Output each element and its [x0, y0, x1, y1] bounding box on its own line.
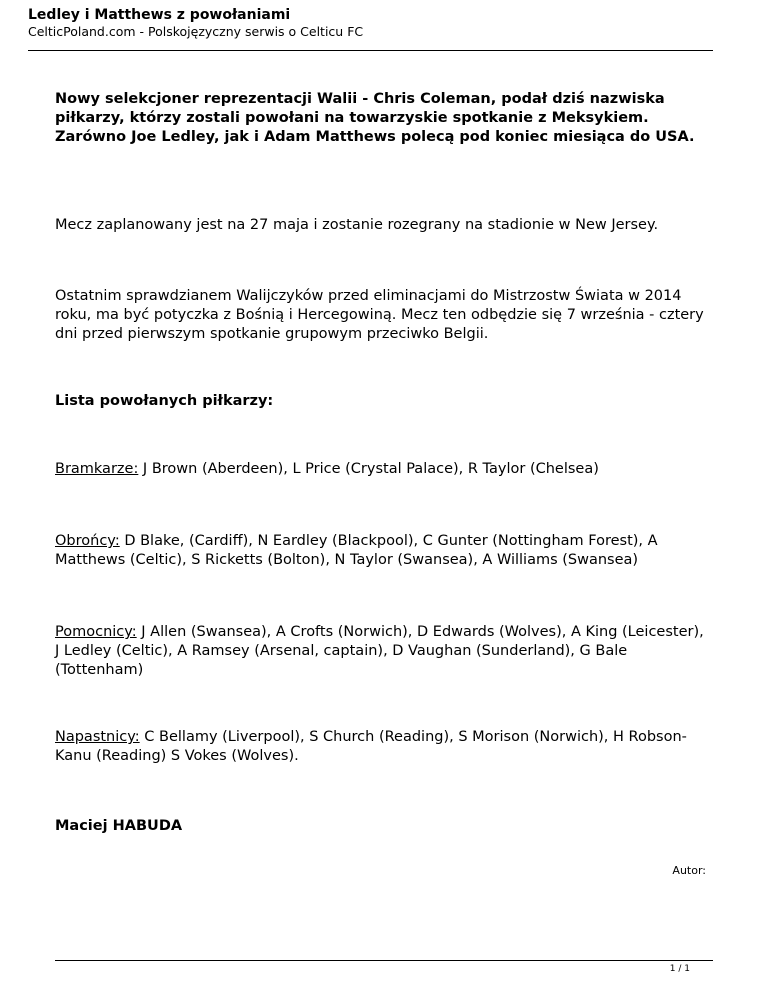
goalkeepers-label: Bramkarze:: [55, 461, 139, 477]
page-number: 1 / 1: [669, 964, 690, 974]
midfielders-list: J Allen (Swansea), A Crofts (Norwich), D Edwards (Wolves), A King (Leicester), J Ledley (Celtic), A Ramsey (Arsenal, captain), D Vaughan (Sunderland), G Bale (Tottenham): [55, 624, 704, 678]
article-lead: Nowy selekcjoner reprezentacji Walii - Chris Coleman, podał dziś nazwiska piłkarzy, którzy zostali powołani na towarzyskie spotkanie z Meksykiem. Zarówno Joe Ledley, jak i Adam Matthews polecą pod koniec miesiąca do USA.: [55, 91, 695, 145]
forwards-label: Napastnicy:: [55, 729, 140, 745]
defenders-list: D Blake, (Cardiff), N Eardley (Blackpool), C Gunter (Nottingham Forest), A Matthews (Celtic), S Ricketts (Bolton), N Taylor (Swansea), A Williams (Swansea): [55, 533, 658, 568]
author-label: Autor:: [672, 864, 706, 877]
header-divider: [28, 50, 713, 51]
document-header: [28, 6, 713, 40]
forwards-list: C Bellamy (Liverpool), S Church (Reading), S Morison (Norwich), H Robson-Kanu (Reading) S Vokes (Wolves).: [55, 729, 687, 764]
squad-midfielders: [55, 623, 710, 680]
site-name: CelticPoland.com - Polskojęzyczny serwis o Celticu FC: [28, 24, 364, 39]
document-title: Ledley i Matthews z powołaniami: [28, 7, 291, 23]
article-paragraph-2: Ostatnim sprawdzianem Walijczyków przed eliminacjami do Mistrzostw Świata w 2014 roku, ma być potyczka z Bośnią i Hercegowiną. Mecz ten odbędzie się 7 września - cztery dni przed pierwszym spotkanie grupowym przeciwko Belgii.: [55, 288, 704, 342]
article-paragraph-1: Mecz zaplanowany jest na 27 maja i zostanie rozegrany na stadionie w New Jersey.: [55, 217, 659, 233]
squad-goalkeepers: [55, 460, 710, 479]
footer-divider: [55, 960, 713, 961]
author-name: Maciej HABUDA: [55, 818, 183, 834]
midfielders-label: Pomocnicy:: [55, 624, 137, 640]
squad-defenders: [55, 532, 710, 570]
defenders-label: Obrońcy:: [55, 533, 120, 549]
squad-forwards: [55, 728, 710, 766]
squad-list-heading: Lista powołanych piłkarzy:: [55, 393, 274, 409]
goalkeepers-list: J Brown (Aberdeen), L Price (Crystal Palace), R Taylor (Chelsea): [138, 461, 599, 477]
